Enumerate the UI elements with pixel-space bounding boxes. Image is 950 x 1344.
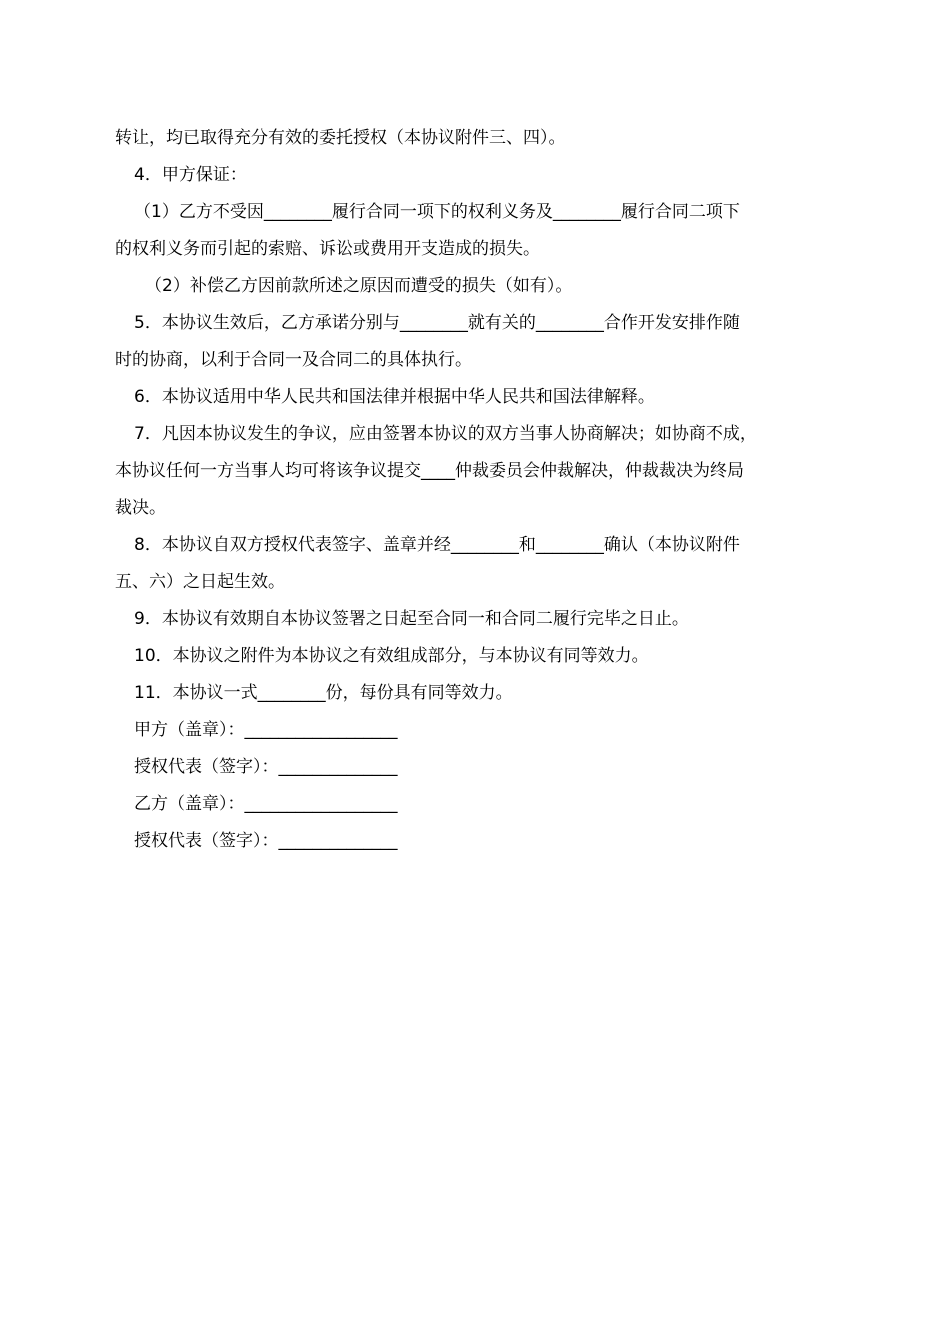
paragraph-line: 转让，均已取得充分有效的委托授权（本协议附件三、四）。 [115,128,566,148]
clause-7: 7．凡因本协议发生的争议，应由签署本协议的双方当事人协商解决；如协商不成， [134,424,757,444]
clause-11: 11．本协议一式________份，每份具有同等效力。 [134,683,513,703]
clause-8: 8．本协议自双方授权代表签字、盖章并经________和________确认（本协议附件 [134,535,740,555]
paragraph-line: 裁决。 [115,498,166,518]
clause-9: 9．本协议有效期自本协议签署之日起至合同一和合同二履行完毕之日止。 [134,609,689,629]
party-a-seal-line: 甲方（盖章）：__________________ [134,720,398,740]
paragraph-line: 五、六）之日起生效。 [115,572,285,592]
party-b-representative-line: 授权代表（签字）：______________ [134,831,398,851]
clause-6: 6．本协议适用中华人民共和国法律并根据中华人民共和国法律解释。 [134,387,655,407]
paragraph-line: 本协议任何一方当事人均可将该争议提交____仲裁委员会仲裁解决，仲裁裁决为终局 [115,461,744,481]
clause-4-item-1: （1）乙方不受因________履行合同一项下的权利义务及________履行合同二项下 [134,202,740,222]
paragraph-line: 的权利义务而引起的索赔、诉讼或费用开支造成的损失。 [115,239,540,259]
clause-4-item-2: （2）补偿乙方因前款所述之原因而遭受的损失（如有）。 [145,276,573,296]
paragraph-line: 时的协商，以利于合同一及合同二的具体执行。 [115,350,472,370]
clause-4-heading: 4．甲方保证： [134,165,247,185]
party-a-representative-line: 授权代表（签字）：______________ [134,757,398,777]
document-body [115,120,837,860]
party-b-seal-line: 乙方（盖章）：__________________ [134,794,398,814]
clause-5: 5．本协议生效后，乙方承诺分别与________就有关的________合作开发安排作随 [134,313,740,333]
clause-10: 10．本协议之附件为本协议之有效组成部分，与本协议有同等效力。 [134,646,649,666]
